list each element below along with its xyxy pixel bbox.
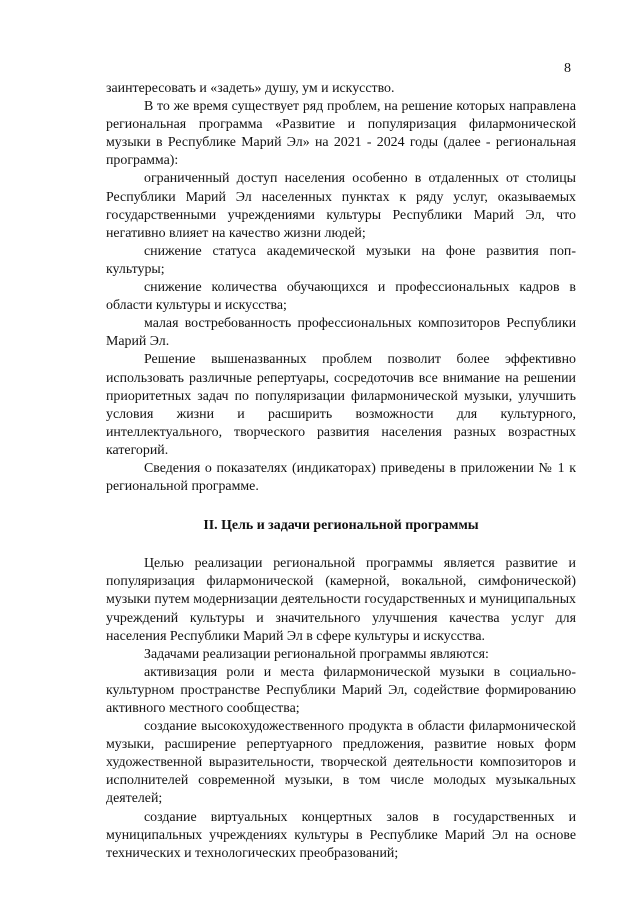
paragraph: Сведения о показателях (индикаторах) приведены в приложении № 1 к региональной программе.: [106, 460, 576, 495]
paragraph: снижение статуса академической музыки на фоне развития поп-культуры;: [106, 243, 576, 277]
paragraph: Задачами реализации региональной программы являются:: [144, 646, 489, 662]
paragraph: создание виртуальных концертных залов в государственных и муниципальных учреждениях культуры в Республике Марий Эл на основе технических и технологических преобразований;: [106, 809, 576, 861]
paragraph: ограниченный доступ населения особенно в отдаленных от столицы Республики Марий Эл населенных пунктах к ряду услуг, оказываемых государственными учреждениями культуры Республики Марий Эл, что негативно влияет на качество жизни людей;: [106, 171, 576, 241]
paragraph: активизация роли и места филармонической музыки в социально-культурном пространстве Республики Марий Эл, содействие формированию активного местного сообщества;: [106, 664, 576, 716]
paragraph: заинтересовать и «задеть» душу, ум и искусство.: [106, 81, 395, 96]
paragraph: снижение количества обучающихся и профессиональных кадров в области культуры и искусства;: [106, 280, 576, 314]
page-number: 8: [564, 61, 571, 76]
paragraph: В то же время существует ряд проблем, на решение которых направлена региональная программа «Развитие и популяризация филармонической музыки в Республике Марий Эл» на 2021 - 2024 годы (далее - региональная программа):: [106, 99, 576, 169]
document-body: [106, 80, 576, 863]
paragraph: Целью реализации региональной программы является развитие и популяризация филармонической (камерной, вокальной, симфонической) музыки путем модернизации деятельности государственных и муниципальных учреждений культуры и значительного улучшения качества услуг для населения Республики Марий Эл в сфере культуры и искусства.: [106, 556, 576, 644]
paragraph: Решение вышеназванных проблем позволит более эффективно использовать различные репертуары, сосредоточив все внимание на решении приоритетных задач по популяризации филармонической музыки, улучшить условия жизни и расширить возможности для культурного, интеллектуального, творческого развития населения разных возрастных категорий.: [106, 352, 576, 458]
paragraph: малая востребованность профессиональных композиторов Республики Марий Эл.: [106, 316, 576, 350]
paragraph: создание высокохудожественного продукта в области филармонической музыки, расширение репертуарного предложения, развитие новых форм художественной выразительности, творческой деятельности композиторов и исполнителей современной музыки, в том числе молодых музыкальных деятелей;: [106, 719, 576, 807]
section-heading: II. Цель и задачи региональной программы: [203, 518, 479, 534]
